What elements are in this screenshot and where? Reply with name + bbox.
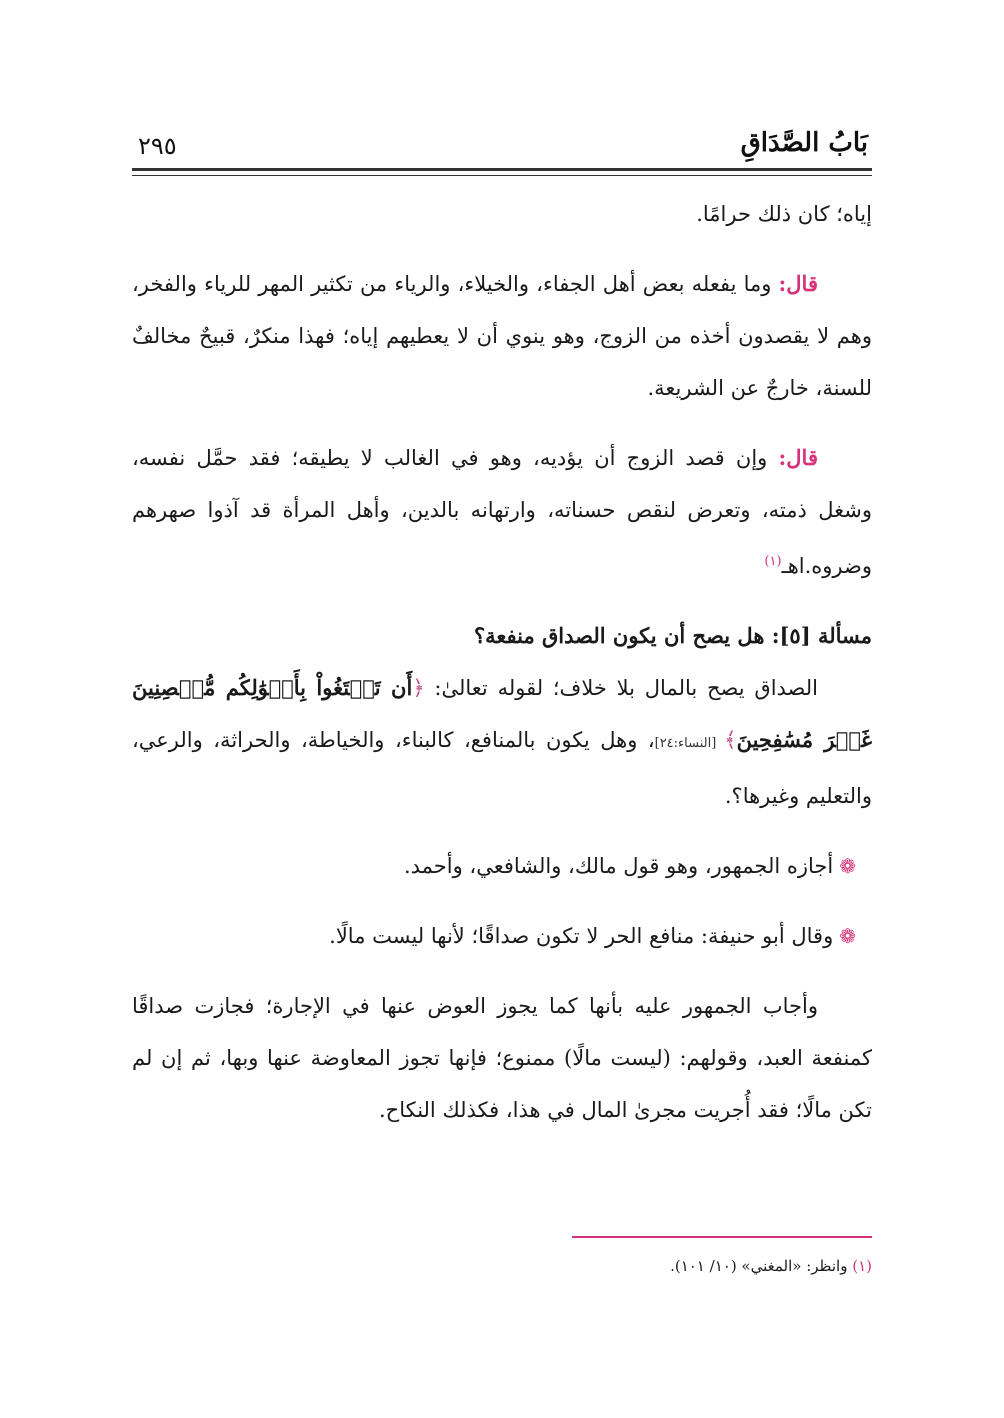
quran-brace-close: ﴾ — [724, 728, 737, 752]
page-number: ٢٩٥ — [138, 132, 177, 160]
quran-reference: [النساء:٢٤] — [654, 736, 725, 751]
paragraph-continuation: إياه؛ كان ذلك حرامًا. — [696, 202, 872, 226]
paragraph-text: وما يفعله بعض أهل الجفاء، والخيلاء، والرياء من تكثير المهر للرياء والفخر، وهم لا يقصدون أخذه من الزوج، وهو ينوي أن لا يعطيهم إياه؛ فهذا منكرٌ، قبيحٌ مخالفٌ للسنة، خارجٌ عن الشريعة. — [132, 272, 872, 400]
page-header — [132, 118, 872, 168]
paragraph-qal-1 — [132, 258, 872, 414]
paragraph-text: وإن قصد الزوج أن يؤديه، وهو في الغالب لا يطيقه؛ فقد حمَّل نفسه، وشغل ذمته، وتعرض لنقص حسناته، وارتهانه بالدين، وأهل المرأة قد آذوا صهرهم وضروه.اهـ — [132, 446, 872, 578]
issue-heading — [132, 610, 872, 662]
issue-title: هل يصح أن يكون الصداق منفعة؟ — [473, 623, 772, 648]
paragraph-text: الصداق يصح بالمال بلا خلاف؛ لقوله تعالىٰ: — [424, 676, 818, 700]
qal-label: قال: — [778, 271, 818, 296]
footnote-number: (١) — [852, 1257, 872, 1275]
bullet-text: وقال أبو حنيفة: منافع الحر لا تكون صداقًا؛ لأنها ليست مالًا. — [329, 924, 834, 948]
bullet-item-1 — [132, 840, 872, 892]
header-rule-thick — [132, 168, 872, 171]
paragraph-jumhur: وأجاب الجمهور عليه بأنها كما يجوز العوض عنها في الإجارة؛ فجازت صداقًا كمنفعة العبد، وقولهم: (ليست مالًا) ممنوع؛ فإنها تجوز المعاوضة عنها وبها، ثم إن لم تكن مالًا؛ فقد أُجريت مجرىٰ المال في هذا، فكذلك النكاح. — [132, 994, 872, 1122]
qal-label: قال: — [778, 445, 818, 470]
footnote-marker: (١) — [764, 554, 782, 569]
flower-bullet-icon: ❁ — [839, 854, 856, 878]
paragraph-qal-2 — [132, 432, 872, 592]
quran-brace-open: ﴿ — [412, 676, 425, 700]
flower-bullet-icon: ❁ — [839, 924, 856, 948]
issue-label: مسألة [٥]: — [771, 623, 872, 648]
chapter-title: بَابُ الصَّدَاقِ — [740, 128, 868, 158]
footnote — [132, 1252, 872, 1280]
quran-verse: أَن تَبۡتَغُواْ بِأَمۡوَٰلِكُم مُّحۡصِنِينَ غَيۡرَ مُسَٰفِحِينَ — [132, 675, 872, 752]
footnote-text: وانظر: «المغني» (١٠/ ١٠١). — [670, 1257, 853, 1275]
bullet-text: أجازه الجمهور، وهو قول مالك، والشافعي، وأحمد. — [403, 854, 834, 878]
paragraph-quran — [132, 662, 872, 822]
paragraph-text: ، وهل يكون بالمنافع، كالبناء، والخياطة، والحراثة، والرعي، والتعليم وغيرها؟. — [132, 728, 872, 808]
bullet-item-2 — [132, 910, 872, 962]
header-rule-thin — [132, 175, 872, 176]
main-text — [132, 188, 872, 1136]
footnote-rule — [572, 1236, 872, 1238]
